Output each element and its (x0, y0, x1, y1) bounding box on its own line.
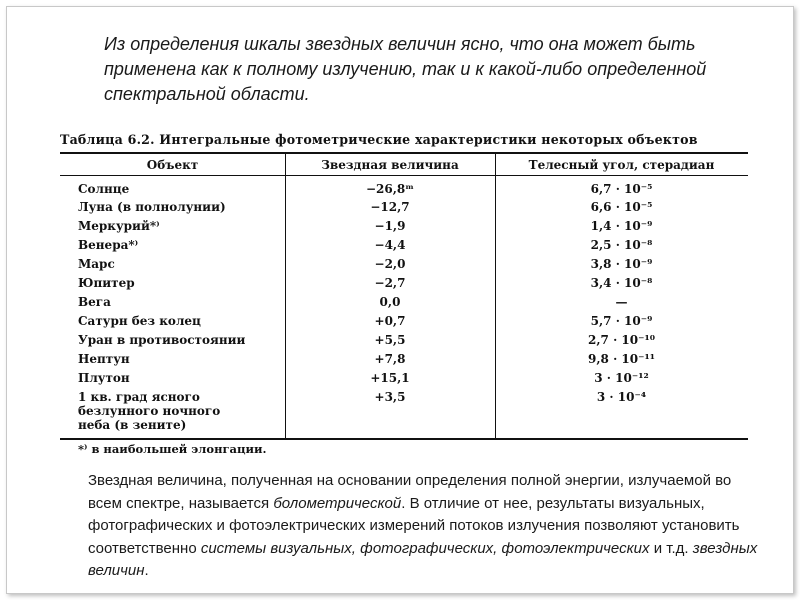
cell-solid-angle: 6,7 · 10⁻⁵ (590, 182, 653, 196)
cell-solid-angle: 5,7 · 10⁻⁹ (590, 314, 653, 328)
cell-magnitude: +5,5 (374, 333, 406, 347)
cell-magnitude: +7,8 (374, 352, 406, 366)
table-row (60, 180, 748, 198)
table-row (60, 274, 748, 293)
cell-magnitude: −2,0 (374, 257, 406, 271)
text-run: Звездная величина, полученная на основании определения полной энергии, излучаемой во всем спектре, называется (88, 472, 732, 512)
cell-object: Марс (78, 257, 115, 271)
cell-object: Вега (78, 295, 111, 309)
table-body (60, 180, 748, 436)
cell-magnitude: 0,0 (379, 295, 401, 309)
cell-object: Уран в противостоянии (78, 333, 246, 347)
intro-paragraph: Из определения шкалы звездных величин ясно, что она может быть применена как к полному излучению, так и к какой-либо определенной спектральной области. (104, 34, 707, 104)
header-magnitude: Звездная величина (321, 158, 459, 172)
cell-object: Нептун (78, 352, 130, 366)
bottom-paragraph (88, 470, 768, 583)
cell-magnitude: −1,9 (374, 219, 406, 233)
cell-magnitude: +3,5 (374, 390, 406, 404)
table-row (60, 217, 748, 236)
header-solid-angle: Телесный угол, стерадиан (528, 158, 715, 172)
term-magnitudes: звездных величин (88, 539, 758, 579)
text-run: . В отличие от нее, результаты визуальных, фотографических и фотоэлектрических измерений потоков излучения позволяют установить соответственно (88, 494, 740, 557)
cell-solid-angle: 3 · 10⁻⁴ (596, 390, 647, 404)
cell-solid-angle: — (615, 295, 628, 309)
table-header-row (60, 154, 748, 176)
cell-magnitude: −2,7 (374, 276, 406, 290)
cell-object: Плутон (78, 371, 130, 385)
table-row (60, 369, 748, 388)
cell-object: Юпитер (78, 276, 135, 290)
cell-object: Сатурн без колец (78, 314, 201, 328)
cell-magnitude: −12,7 (370, 200, 410, 214)
table-row (60, 388, 748, 436)
cell-solid-angle: 9,8 · 10⁻¹¹ (588, 352, 655, 366)
cell-solid-angle: 3,8 · 10⁻⁹ (590, 257, 653, 271)
cell-magnitude: −26,8ᵐ (365, 182, 415, 196)
text-run: и т.д. (649, 539, 693, 557)
cell-solid-angle: 1,4 · 10⁻⁹ (590, 219, 653, 233)
cell-object: Венера*⁾ (78, 238, 139, 252)
cell-object: Луна (в полнолунии) (78, 200, 226, 214)
table-row (60, 198, 748, 217)
cell-magnitude: +0,7 (374, 314, 406, 328)
term-bolometric: болометрической (273, 494, 402, 512)
text-run: . (144, 562, 149, 579)
table-row (60, 350, 748, 369)
table-row (60, 312, 748, 331)
term-systems: системы визуальных, фотографических, фотоэлектрических (200, 539, 650, 557)
cell-magnitude: +15,1 (370, 371, 410, 385)
cell-magnitude: −4,4 (374, 238, 406, 252)
table-row (60, 293, 748, 312)
table-row (60, 236, 748, 255)
table-footnote: *⁾ в наибольшей элонгации. (78, 442, 267, 456)
table-caption: Таблица 6.2. Интегральные фотометрические характеристики некоторых объектов (60, 132, 698, 147)
cell-solid-angle: 3,4 · 10⁻⁸ (590, 276, 653, 290)
table-row (60, 255, 748, 274)
table-row (60, 331, 748, 350)
cell-solid-angle: 2,7 · 10⁻¹⁰ (588, 333, 655, 347)
cell-object: Солнце (78, 182, 130, 196)
cell-solid-angle: 6,6 · 10⁻⁵ (590, 200, 653, 214)
cell-solid-angle: 2,5 · 10⁻⁸ (590, 238, 653, 252)
header-object: Объект (146, 158, 199, 172)
cell-solid-angle: 3 · 10⁻¹² (594, 371, 649, 385)
cell-object: Меркурий*⁾ (78, 219, 160, 233)
cell-object: 1 кв. град ясного безлунного ночного неба (в зените) (78, 390, 221, 432)
